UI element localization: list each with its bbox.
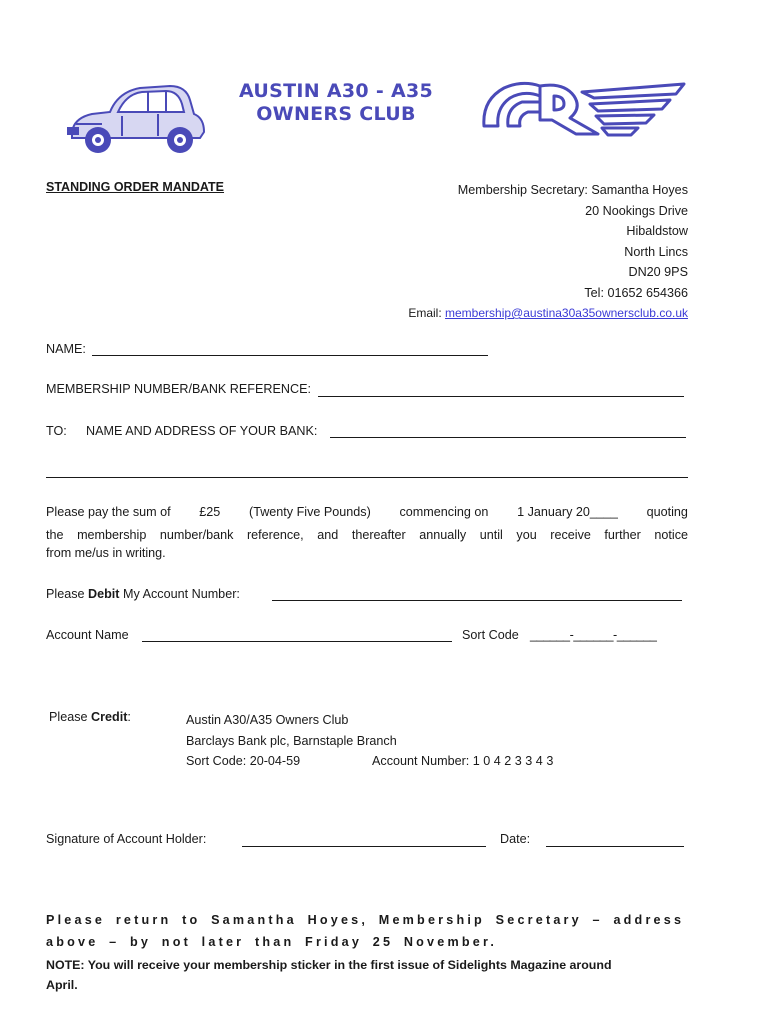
membership-number-label: MEMBERSHIP NUMBER/BANK REFERENCE: <box>46 382 311 396</box>
instruction-amount-words: (Twenty Five Pounds) <box>249 505 371 519</box>
signature-field[interactable] <box>242 846 486 847</box>
credit-payee: Austin A30/A35 Owners Club <box>186 713 349 727</box>
return-instruction-line1: Please return to Samantha Hoyes, Membership Secretary – address <box>46 913 685 927</box>
instruction-line2: the membership number/bank reference, and thereafter annually until you receive further notice <box>46 528 688 542</box>
email-label: Email: <box>408 306 446 320</box>
secretary-address <box>340 180 688 324</box>
instruction-pay-text: Please pay the sum of <box>46 505 171 519</box>
debit-suffix: My Account Number: <box>119 587 240 601</box>
sort-code-field[interactable]: ______-______-______ <box>530 628 657 642</box>
name-label: NAME: <box>46 342 86 356</box>
instruction-commencing: commencing on <box>399 505 489 519</box>
debit-account-number-field[interactable] <box>272 600 682 601</box>
bank-name-label: NAME AND ADDRESS OF YOUR BANK: <box>86 424 318 438</box>
mandate-title: STANDING ORDER MANDATE <box>46 180 225 194</box>
credit-account-number: Account Number: 1 0 4 2 3 3 4 3 <box>372 754 554 768</box>
email-link[interactable]: membership@austina30a35ownersclub.co.uk <box>445 306 688 320</box>
return-instruction-line2: above – by not later than Friday 25 November. <box>46 935 498 949</box>
account-name-field[interactable] <box>142 641 452 642</box>
club-title <box>222 80 450 126</box>
secretary-name: Membership Secretary: Samantha Hoyes <box>457 183 688 197</box>
address-line-town: Hibaldstow <box>626 224 688 238</box>
instruction-start-date[interactable]: 1 January 20____ <box>517 505 618 519</box>
club-title-line2: OWNERS CLUB <box>256 103 416 125</box>
austin-car-icon <box>62 80 212 158</box>
note-line2: April. <box>46 978 78 992</box>
instruction-line3: from me/us in writing. <box>46 546 166 560</box>
credit-account-row <box>186 751 553 772</box>
membership-number-field[interactable] <box>318 396 684 397</box>
date-label: Date: <box>500 832 531 846</box>
date-field[interactable] <box>546 846 684 847</box>
credit-prefix: Please <box>49 710 92 724</box>
credit-label <box>49 710 131 724</box>
address-line-street: 20 Nookings Drive <box>585 203 688 218</box>
address-postcode: DN20 9PS <box>628 265 688 279</box>
credit-suffix: : <box>127 710 131 724</box>
note-line1: NOTE: You will receive your membership sticker in the first issue of Sidelights Magazine around <box>46 958 612 972</box>
to-label: TO: <box>46 424 67 438</box>
debit-bold: Debit <box>88 587 120 601</box>
account-name-label: Account Name <box>46 628 129 642</box>
debit-account-label <box>46 587 240 601</box>
credit-sort-code: Sort Code: 20-04-59 <box>186 754 301 768</box>
instruction-quoting: quoting <box>646 505 688 519</box>
secretary-phone: Tel: 01652 654366 <box>584 285 688 300</box>
credit-details <box>186 710 553 772</box>
address-line-county: North Lincs <box>624 244 688 259</box>
bank-address-field[interactable] <box>46 477 688 478</box>
credit-bold: Credit <box>91 710 128 724</box>
sort-code-label: Sort Code <box>462 628 519 642</box>
club-emblem-icon <box>478 78 688 140</box>
instruction-line1 <box>46 505 688 519</box>
club-title-line1: AUSTIN A30 - A35 <box>239 80 433 102</box>
signature-label: Signature of Account Holder: <box>46 832 207 846</box>
name-field[interactable] <box>92 355 488 356</box>
debit-prefix: Please <box>46 587 89 601</box>
bank-name-field[interactable] <box>330 437 686 438</box>
instruction-amount: £25 <box>199 505 221 519</box>
credit-bank: Barclays Bank plc, Barnstaple Branch <box>186 733 397 748</box>
secretary-email-row <box>340 303 688 324</box>
